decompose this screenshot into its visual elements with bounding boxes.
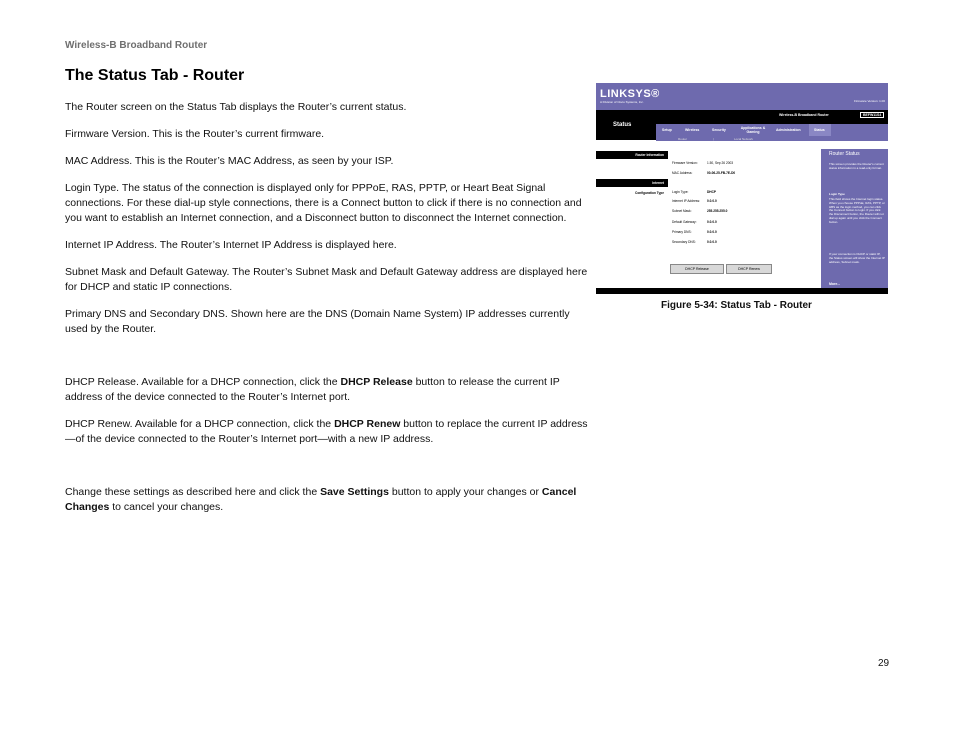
paragraph-login-type: Login Type. The status of the connection is displayed only for PPPoE, RAS, PPTP, or Heart Beat Signal connections. For these dial-up style connections, there is a Connect button to click if there is no connection and you want to establish an Internet connection, and a Disconnect button to disconnect the Internet connection.	[65, 182, 582, 224]
help-text-dhcp: If your connection is DHCP or static IP, the Status screen will show the Internet IP address, Subnet mask.	[829, 252, 885, 264]
paragraph-firmware: Firmware Version. This is the Router’s current firmware.	[65, 128, 325, 140]
paragraph-mac: MAC Address. This is the Router’s MAC Address, as seen by your ISP.	[65, 155, 394, 167]
field-label-firmware: Firmware Version:	[672, 161, 698, 165]
field-value-subnet: 255.255.255.0	[707, 209, 728, 213]
body-text	[65, 100, 590, 515]
field-label-subnet: Subnet Mask:	[672, 209, 692, 213]
section-title: The Status Tab - Router	[65, 67, 245, 84]
field-label-secondary-dns: Secondary DNS:	[672, 240, 696, 244]
dhcp-release-button[interactable]: DHCP Release	[670, 264, 724, 274]
paragraph-dns: Primary DNS and Secondary DNS. Shown here are the DNS (Domain Name System) IP addresses currently used by the Router.	[65, 308, 570, 335]
field-value-gateway: 0.0.0.0	[707, 220, 717, 224]
logo-subtitle: A Division of Cisco Systems, Inc.	[600, 100, 644, 104]
field-label-primary-dns: Primary DNS:	[672, 230, 692, 234]
router-status-screenshot	[596, 83, 888, 294]
help-title: Router Status	[829, 151, 860, 157]
product-bar	[656, 110, 888, 124]
paragraph-subnet: Subnet Mask and Default Gateway. The Router’s Subnet Mask and Default Gateway address are displayed here for DHCP and static IP connections.	[65, 266, 588, 293]
paragraph-dhcp-renew: DHCP Renew. Available for a DHCP connection, click the DHCP Renew button to replace the current IP address—of the device connected to the Router’s Internet port—with a new IP address.	[65, 418, 588, 445]
field-value-secondary-dns: 0.0.0.0	[707, 240, 717, 244]
tab-applications-gaming[interactable]: Applications & Gaming	[740, 126, 766, 134]
left-column	[596, 141, 668, 294]
tab-administration[interactable]: Administration	[776, 128, 801, 132]
field-value-mac: 00-06-25-FB-7E-D0	[707, 171, 736, 175]
status-section-label: Status	[613, 122, 632, 128]
field-label-internet-ip: Internet IP Address:	[672, 199, 700, 203]
paragraph-dhcp-release: DHCP Release. Available for a DHCP connection, click the DHCP Release button to release the current IP address of the device connected to the Router’s Internet port.	[65, 376, 560, 403]
field-label-login-type: Login Type:	[672, 190, 689, 194]
router-info-label: Router Information	[635, 153, 664, 157]
field-value-firmware: 1.50, Sep 26 2003	[707, 161, 734, 165]
field-label-gateway: Default Gateway:	[672, 220, 697, 224]
running-header: Wireless-B Broadband Router	[65, 40, 208, 51]
paragraph-internet-ip: Internet IP Address. The Router’s Internet IP Address is displayed here.	[65, 239, 397, 251]
paragraph-intro: The Router screen on the Status Tab displays the Router’s current status.	[65, 101, 407, 113]
subtab-separator: |	[713, 137, 714, 141]
product-name: Wireless-B Broadband Router	[779, 113, 829, 117]
tab-wireless[interactable]: Wireless	[685, 128, 700, 132]
screenshot-bottom-bar	[596, 288, 888, 294]
figure-caption: Figure 5-34: Status Tab - Router	[661, 300, 812, 311]
help-text-login-heading: Login Type	[829, 192, 845, 196]
tab-setup[interactable]: Setup	[662, 128, 672, 132]
page-number: 29	[878, 658, 890, 669]
tab-status[interactable]: Status	[814, 128, 825, 132]
config-type-label: Configuration Type	[635, 191, 664, 195]
dhcp-renew-button[interactable]: DHCP Renew	[726, 264, 772, 274]
field-value-login-type: DHCP	[707, 190, 717, 194]
help-more-link[interactable]: More...	[829, 282, 841, 286]
firmware-version-header: Firmware Version: 1.00	[854, 99, 885, 103]
tab-security[interactable]: Security	[712, 128, 726, 132]
field-value-primary-dns: 0.0.0.0	[707, 230, 717, 234]
help-text-intro: This screen provides the Router's current status information in a read-only format.	[829, 162, 884, 170]
field-value-internet-ip: 0.0.0.0	[707, 199, 717, 203]
paragraph-save-settings: Change these settings as described here and click the Save Settings button to apply your changes or Cancel Changes to cancel your changes.	[65, 486, 577, 513]
field-label-mac: MAC Address:	[672, 171, 693, 175]
internet-label: Internet	[652, 181, 664, 185]
model-number: BEFW11S4	[860, 112, 884, 118]
subtab-router[interactable]: Router	[678, 137, 688, 141]
linksys-logo: LINKSYS®	[600, 88, 660, 100]
subtab-local-network[interactable]: Local Network	[734, 137, 754, 141]
help-text-login: This field shows the Internet login status. When you choose PPPoE, RAS, PPTP, or HBS as the login method, you can click the Connect button to login. If you click the Disconnect button, the Router will not dial up again until you click the Connect button.	[829, 197, 885, 224]
